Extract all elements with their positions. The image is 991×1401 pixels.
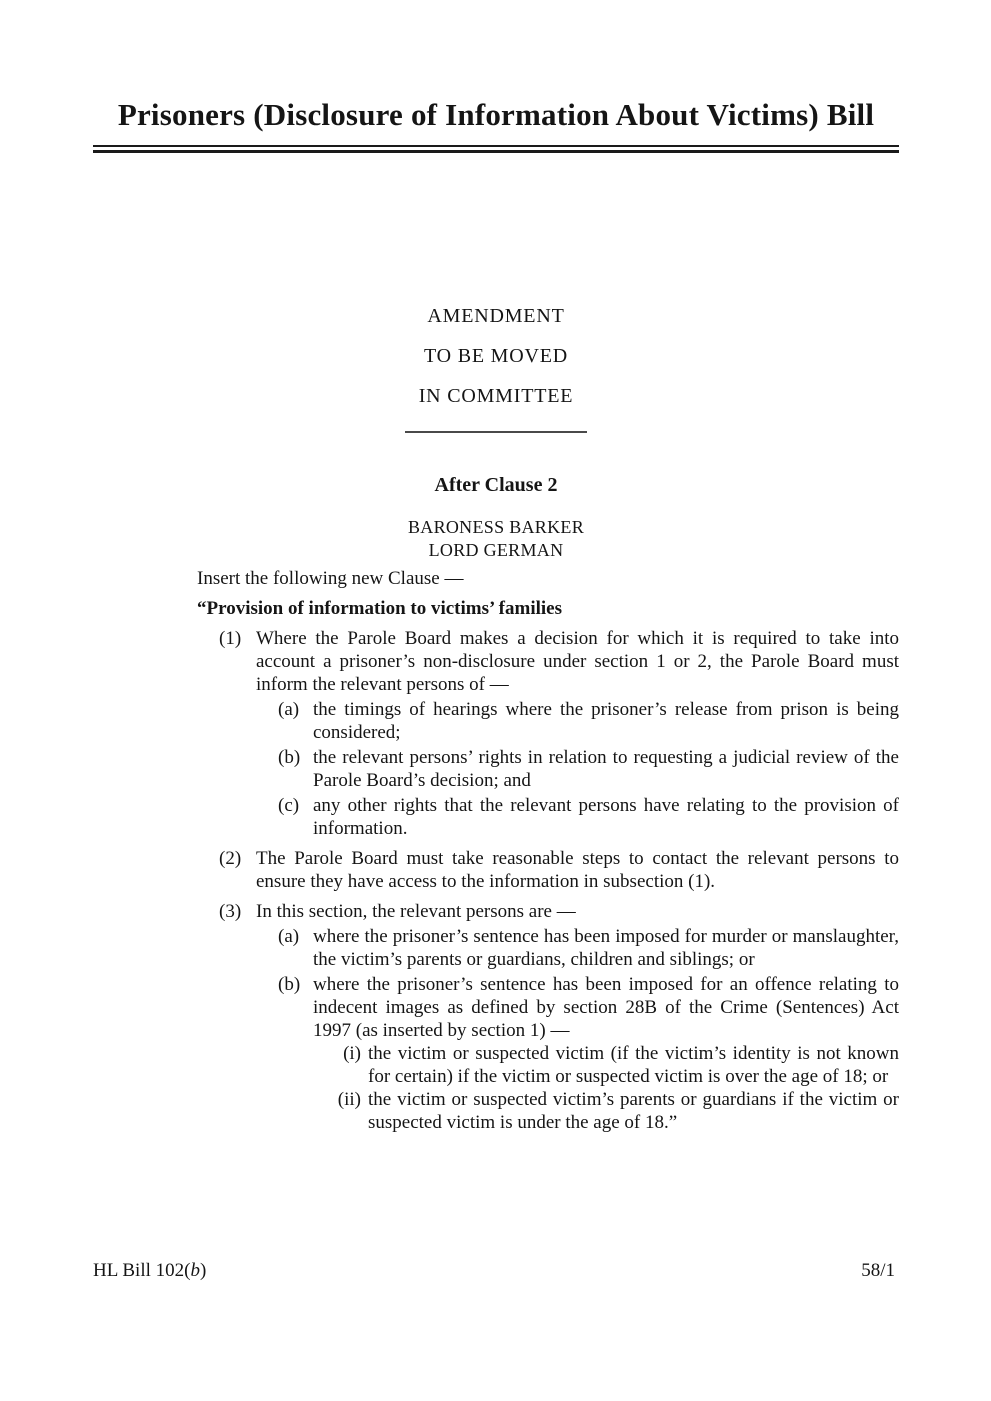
paragraph-number: (a) [278, 926, 300, 947]
paragraph-text: where the prisoner’s sentence has been imposed for an offence relating to indecent images as defined by section 28B of the Crime (Sentences) Act 1997 (as inserted by section 1) — [313, 974, 899, 1041]
bill-reference [93, 1259, 206, 1283]
subparagraph-text: the victim or suspected victim (if the victim’s identity is not known for certain) if the victim or suspected victim is over the age of 18; or [368, 1043, 899, 1087]
section-divider-rule [405, 431, 587, 433]
paragraph-3a [278, 925, 899, 971]
subsection-number: (1) [219, 628, 242, 649]
subsection-number: (2) [219, 848, 242, 869]
subparagraph-3b-ii [317, 1088, 899, 1134]
page-reference: 58/1 [861, 1260, 895, 1281]
paragraph-text: where the prisoner’s sentence has been imposed for murder or manslaughter, the victim’s parents or guardians, children and siblings; or [313, 926, 899, 970]
paragraph-number: (b) [278, 974, 301, 995]
bill-reference-text: ) [199, 1260, 207, 1281]
subsection-text: Where the Parole Board makes a decision for which it is required to take into account a prisoner’s non-disclosure under section 1 or 2, the Parole Board must inform the relevant persons of — [256, 628, 899, 695]
subsection-number: (3) [219, 901, 242, 922]
mover-name: BARONESS BARKER [407, 517, 585, 537]
subsection-text: In this section, the relevant persons are — [256, 901, 576, 922]
amendment-instruction: Insert the following new Clause — [197, 568, 464, 589]
paragraph-number: (b) [278, 747, 301, 768]
paragraph-1a [278, 698, 899, 744]
notice-line-to-be-moved: TO BE MOVED [424, 345, 568, 367]
paragraph-number: (c) [278, 795, 300, 816]
notice-line-in-committee: IN COMMITTEE [418, 385, 574, 407]
movers-list [93, 516, 899, 562]
place-heading: After Clause 2 [434, 474, 558, 496]
page-footer [93, 1259, 895, 1283]
amendment-body [93, 567, 899, 1134]
paragraph-text: the relevant persons’ rights in relation to requesting a judicial review of the Parole Board’s decision; and [313, 747, 899, 791]
title-double-rule [93, 145, 899, 153]
amendment-notice [93, 304, 899, 408]
paragraph-text: the timings of hearings where the prisoner’s release from prison is being considered; [313, 699, 899, 743]
subparagraph-3b-i [317, 1042, 899, 1088]
subsection-3 [219, 900, 899, 923]
subsection-2 [219, 847, 899, 893]
paragraph-1c [278, 794, 899, 840]
paragraph-3b [278, 973, 899, 1042]
bill-reference-italic: b [190, 1260, 200, 1281]
subparagraph-number: (i) [343, 1043, 361, 1064]
notice-line-amendment: AMENDMENT [427, 305, 565, 327]
paragraph-1b [278, 746, 899, 792]
subparagraph-number: (ii) [337, 1089, 361, 1110]
subparagraph-text: the victim or suspected victim’s parents or guardians if the victim or suspected victim is under the age of 18.” [368, 1089, 899, 1133]
paragraph-text: any other rights that the relevant persons have relating to the provision of information. [313, 795, 899, 839]
subsection-1 [219, 627, 899, 696]
new-clause-title: “Provision of information to victims’ families [197, 598, 562, 619]
bill-title: Prisoners (Disclosure of Information About Victims) Bill [117, 97, 875, 132]
bill-reference-text: HL Bill 102( [93, 1260, 191, 1281]
paragraph-number: (a) [278, 699, 300, 720]
mover-name: LORD GERMAN [428, 540, 564, 560]
subsection-text: The Parole Board must take reasonable steps to contact the relevant persons to ensure they have access to the information in subsection (1). [256, 848, 899, 892]
